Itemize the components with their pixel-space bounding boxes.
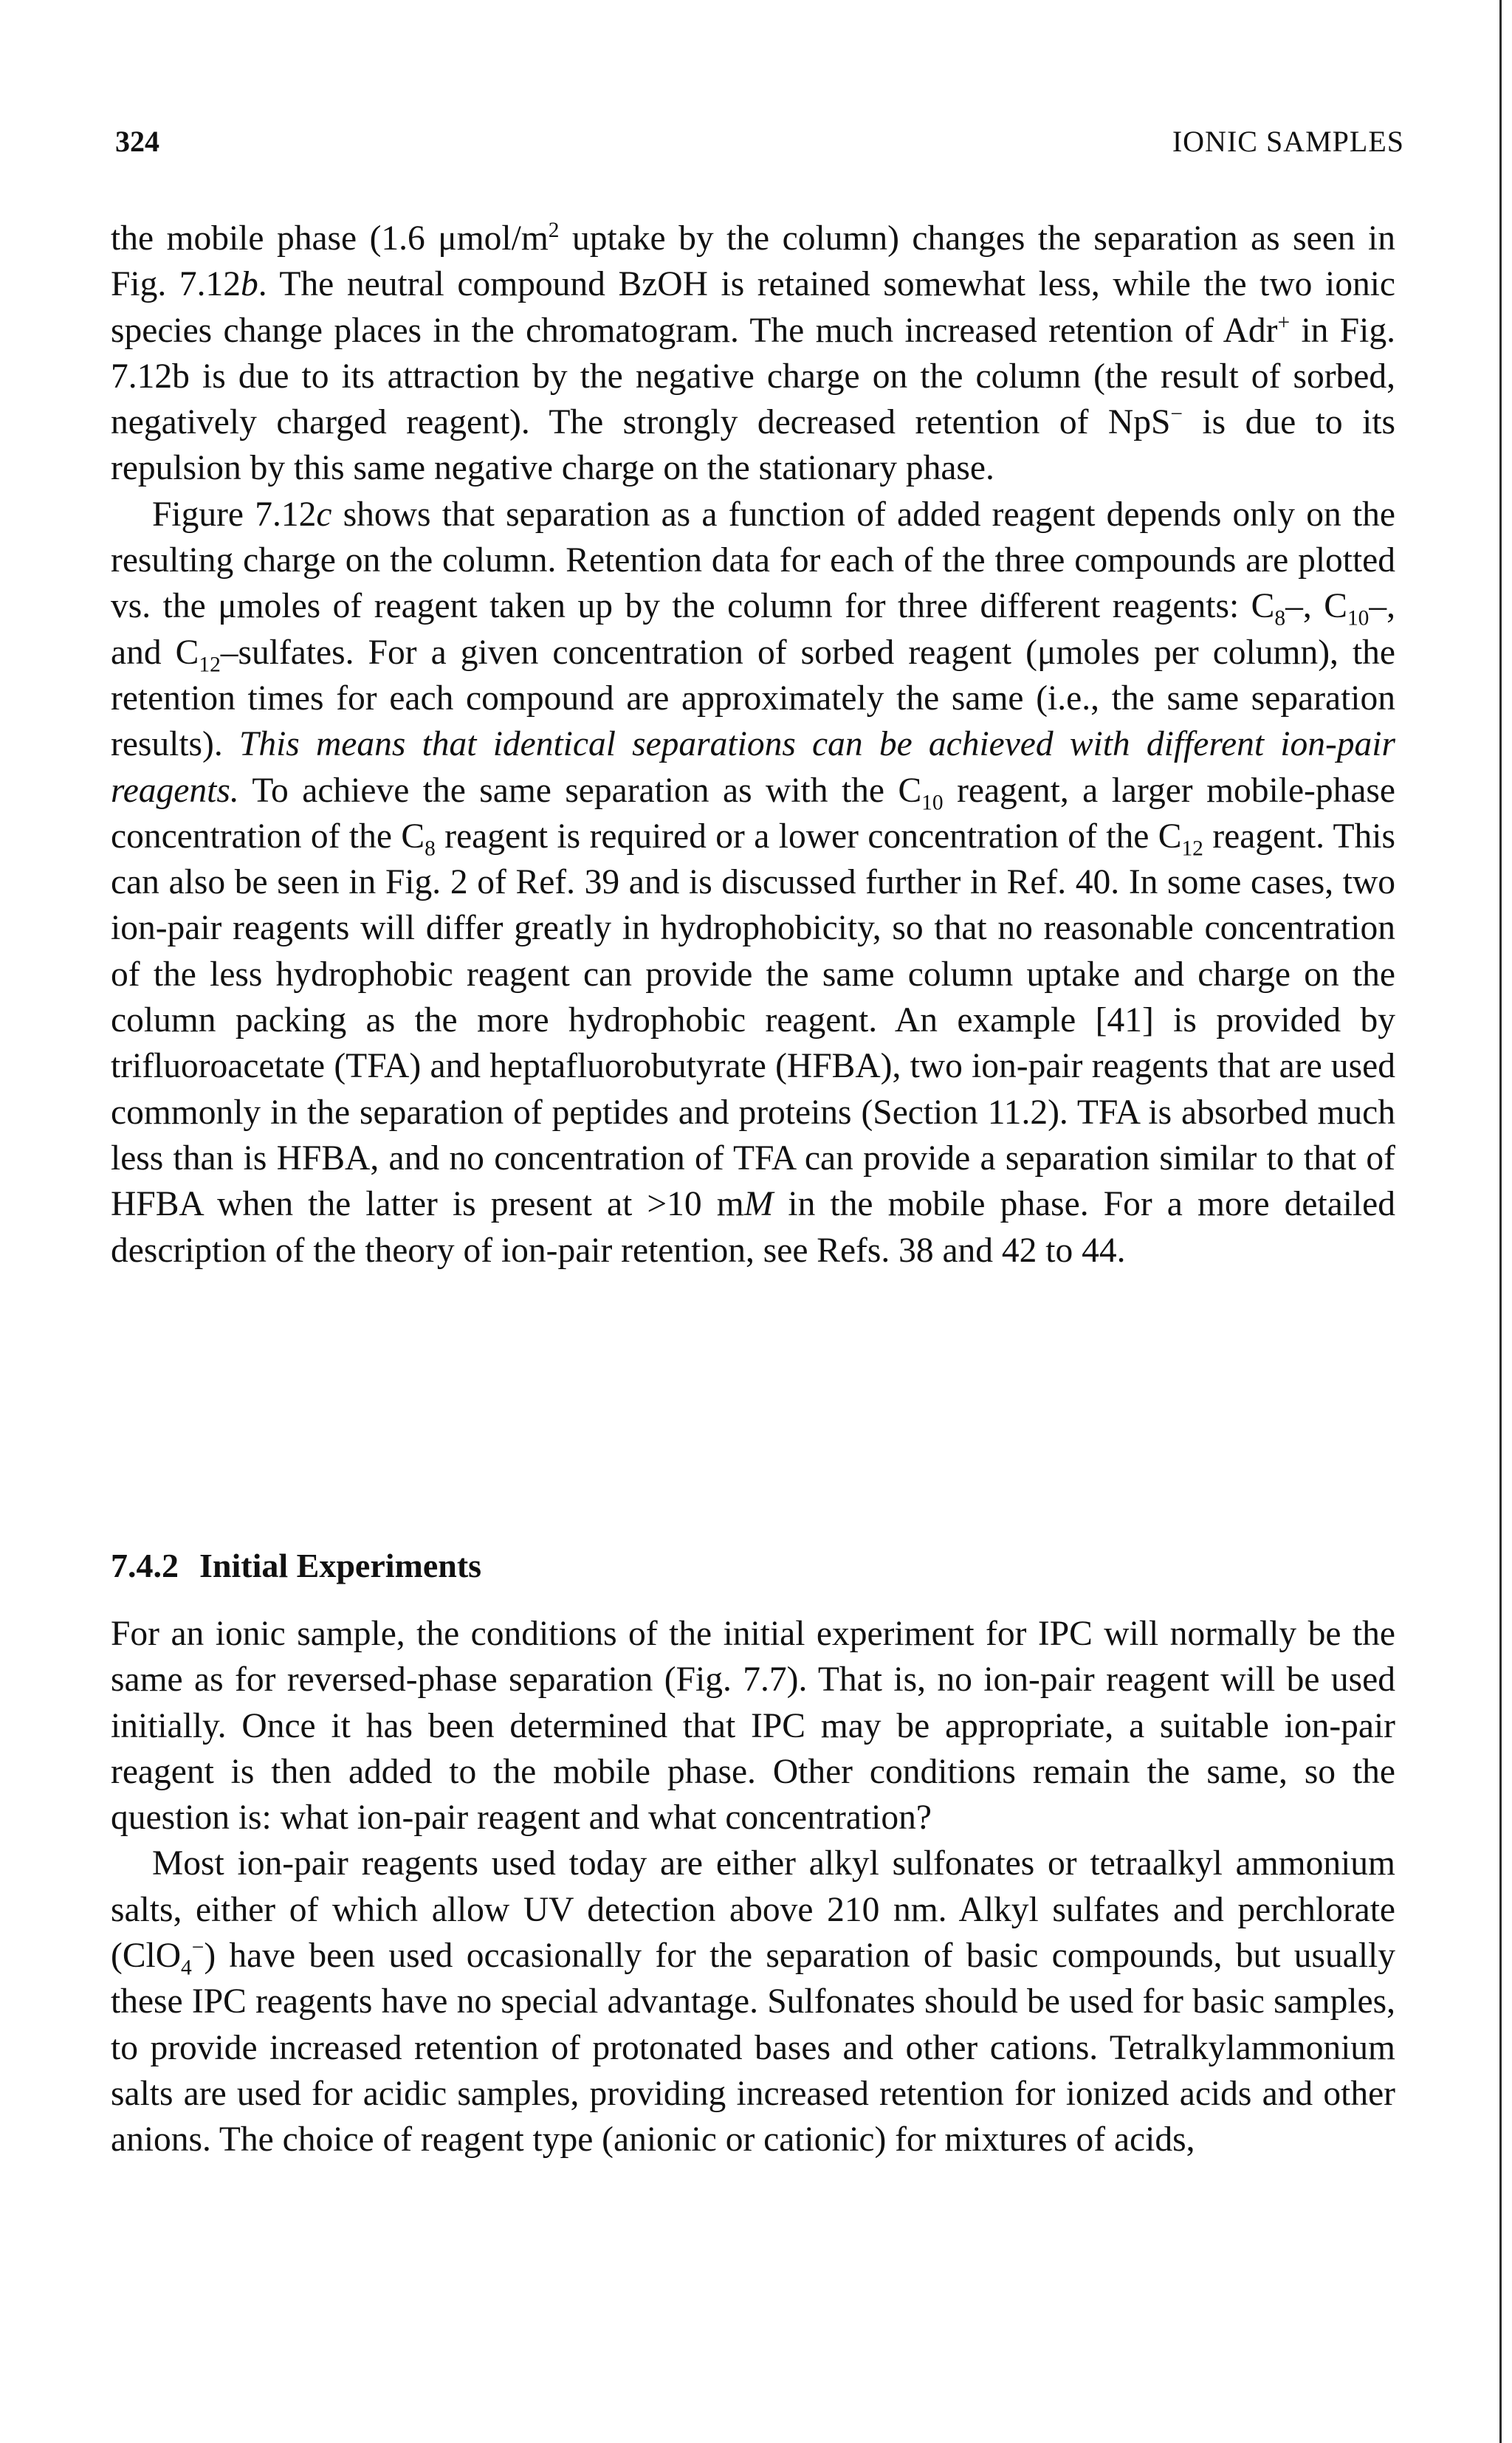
paragraph-2 xyxy=(111,492,1395,1274)
p2-sub-h: 12 xyxy=(1181,836,1203,861)
p4-text-b: ) have been used occasionally for the separation of basic compounds, but usually these IPC reagents have no special advantage. Sulfonates should be used for basic samples, to provide increased retention of protonated bases and other cations. Tetralkylammonium salts are used for acidic samples, providing increased retention for ionized acids and other anions. The choice of reagent type (anionic or cationic) for mixtures of acids, xyxy=(111,1937,1395,2159)
p2-sub-b: 8 xyxy=(1274,606,1286,630)
section-number: 7.4.2 xyxy=(111,1547,179,1584)
text-block-lower xyxy=(111,1611,1395,2163)
p2-text-i: reagent. This can also be seen in Fig. 2 of Ref. 39 and is discussed further in Ref. 40. In some cases, two ion-pair reagents will differ greatly in hydrophobicity, so that no reasonable concentration of the less hydrophobic reagent can provide the same column uptake and charge on the column packing as the more hydrophobic reagent. An example [41] is provided by trifluoroacetate (TFA) and heptafluorobutyrate (HFBA), two ion-pair reagents that are used commonly in the separation of peptides and proteins (Section 11.2). TFA is absorbed much less than is HFBA, and no concentration of TFA can provide a separation similar to that of HFBA when the latter is present at >10 m xyxy=(111,817,1395,1224)
p1-text-a: the mobile phase (1.6 μmol/m xyxy=(111,219,549,258)
p2-ital-i: M xyxy=(743,1185,774,1224)
p1-text-d: in Fig. 7.12b is due to its attraction by the negative charge on the column (the result of sorbed, negatively charged reagent). The strongly decreased retention of NpS xyxy=(111,311,1395,442)
page-edge-line xyxy=(1499,0,1502,2443)
page-number: 324 xyxy=(115,125,159,158)
p2-text-f: To achieve the same separation as with the C xyxy=(238,771,922,810)
section-title: Initial Experiments xyxy=(199,1547,482,1584)
p2-sub-g: 8 xyxy=(425,836,436,861)
text-block-upper xyxy=(111,216,1395,1274)
p2-ital-a: c xyxy=(316,495,332,534)
p4-sub-a: 4 xyxy=(181,1956,192,1980)
p1-sup-a: 2 xyxy=(548,219,560,243)
p2-text-c: –, C xyxy=(1285,587,1347,626)
p2-text-b: shows that separation as a function of added reagent depends only on the resulting charge on the column. Retention data for each of the three compounds are plotted vs. the μmoles of reagent taken up by the column for three different reagents: C xyxy=(111,495,1396,626)
p2-text-e: –sulfates. For a given concentration of sorbed reagent (μmoles per column), the retention times for each compound are approximately the same (i.e., the same separation results). xyxy=(111,633,1395,764)
p1-text-b: uptake by the column) changes the separation as seen in Fig. 7.12 xyxy=(111,219,1395,304)
p1-sup-d: − xyxy=(1170,402,1183,427)
p2-text-j: in the mobile phase. For a more detailed description of the theory of ion-pair retention, see Refs. 38 and 42 to 44. xyxy=(111,1185,1396,1270)
p2-ital-e: This means that identical separations can be achieved with different ion-pair reagents. xyxy=(111,725,1395,810)
p2-sub-c: 10 xyxy=(1347,606,1370,630)
p1-text-e: is due to its repulsion by this same negative charge on the stationary phase. xyxy=(111,403,1395,488)
p2-text-h: reagent is required or a lower concentration of the C xyxy=(435,817,1182,856)
p2-text-g: reagent, a larger mobile-phase concentration of the C xyxy=(111,771,1395,856)
p1-sup-c: + xyxy=(1277,310,1291,334)
p2-text-a: Figure 7.12 xyxy=(152,495,317,534)
paragraph-4 xyxy=(111,1841,1395,2162)
paragraph-3: For an ionic sample, the conditions of the initial experiment for IPC will normally be the same as for reversed-phase separation (Fig. 7.7). That is, no ion-pair reagent will be used initially. Once it has been determined that IPC may be appropriate, a suitable ion-pair reagent is then added to the mobile phase. Other conditions remain the same, so the question is: what ion-pair reagent and what concentration? xyxy=(111,1615,1395,1838)
running-title: IONIC SAMPLES xyxy=(1172,125,1404,158)
section-heading xyxy=(111,1546,481,1585)
paragraph-1 xyxy=(111,216,1395,492)
p2-text-d: –, and C xyxy=(111,587,1395,672)
p2-sub-f: 10 xyxy=(921,791,944,815)
p4-sup-a: − xyxy=(191,1936,205,1960)
running-header xyxy=(115,117,1404,161)
p4-text-a: Most ion-pair reagents used today are either alkyl sulfonates or tetraalkyl ammonium salts, either of which allow UV detection above 210 nm. Alkyl sulfates and perchlorate (ClO xyxy=(111,1844,1395,1976)
p1-ital-b: b xyxy=(241,265,258,304)
p2-sub-d: 12 xyxy=(199,653,221,677)
p1-text-c: . The neutral compound BzOH is retained somewhat less, while the two ionic species change places in the chromatogram. The much increased retention of Adr xyxy=(111,265,1396,350)
